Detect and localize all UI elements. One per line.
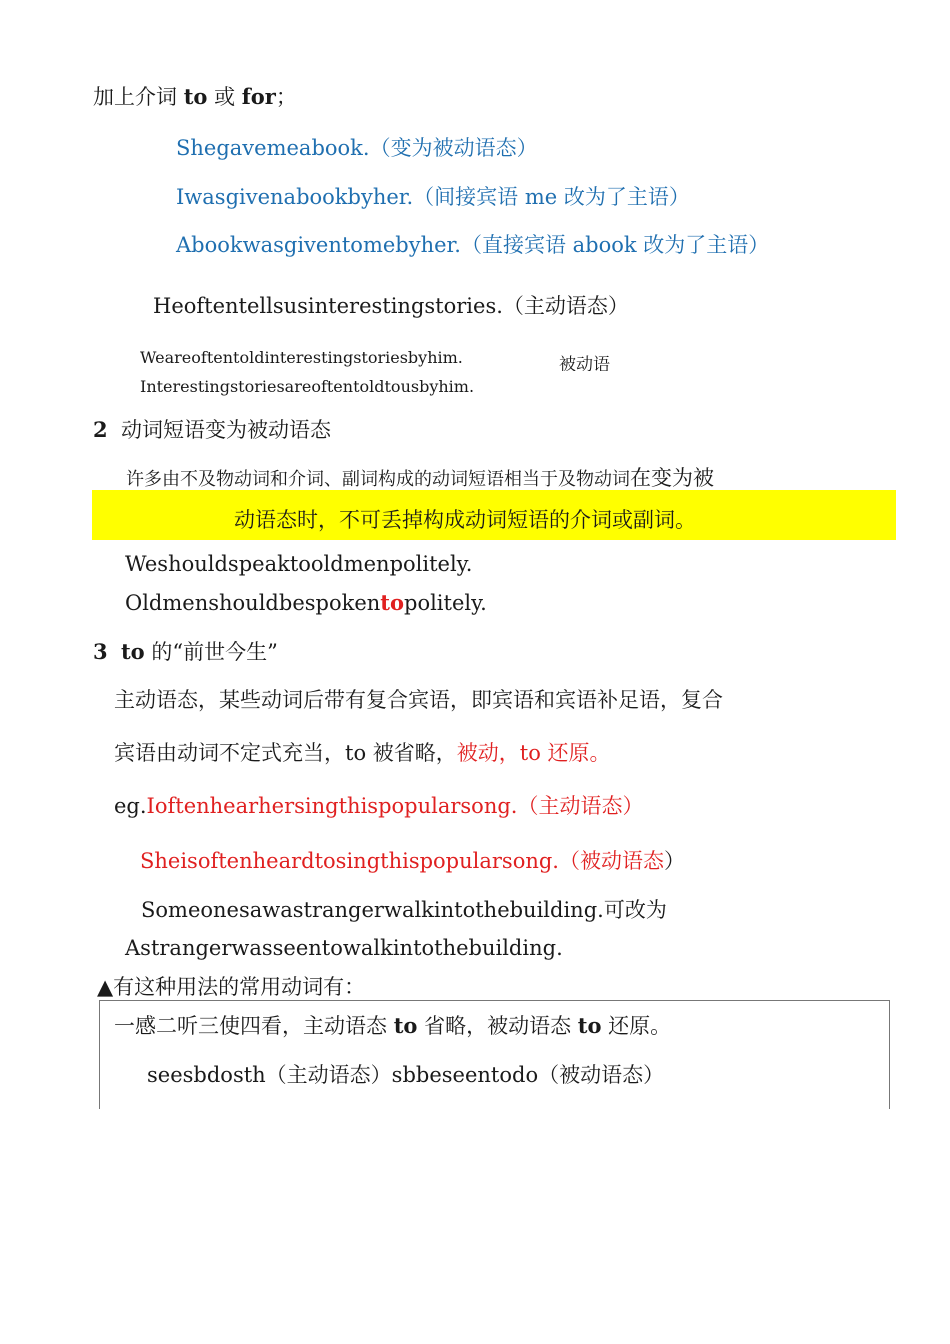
example-1-passive-direct: Abookwasgiventomebyher.（直接宾语 abook 改为了主语）	[176, 233, 770, 257]
eg-passive-end: ）	[663, 849, 685, 873]
box-1c: 还原。	[601, 1014, 672, 1038]
intro-line	[93, 84, 297, 110]
section-2-desc-big: 在变为被	[630, 466, 714, 490]
section-3-heading	[93, 639, 278, 665]
section-3-para-2b: 被动，to 还原。	[456, 741, 611, 765]
eg-passive: Sheisoftenheardtosingthispopularsong.（被动语态	[140, 849, 664, 873]
passive-to: to	[380, 590, 404, 615]
box-1a: 一感二听三使四看，主动语态	[114, 1014, 394, 1038]
section-2-heading	[93, 417, 331, 443]
intro-text: 加上介词	[93, 85, 184, 109]
passive-part-1: Oldmenshouldbespoken	[125, 591, 381, 615]
example-2-passive-2: Interestingstoriesareoftentoldtousbyhim.	[140, 377, 475, 396]
box-to-1: to	[393, 1013, 418, 1038]
example-2-active: Heoftentellsusinterestingstories.（主动语态）	[153, 294, 629, 318]
example-1-passive-indirect: Iwasgivenabookbyher.（间接宾语 me 改为了主语）	[176, 185, 690, 209]
eg-line-3: Someonesawastrangerwalkintothebuilding.可改为	[141, 898, 667, 922]
section-2-highlight: 动语态时，不可丢掉构成动词短语的介词或副词。	[234, 508, 696, 532]
side-note: 被动语	[559, 355, 610, 371]
eg-label: eg.	[114, 794, 147, 818]
section-3-para-1: 主动语态，某些动词后带有复合宾语，即宾语和宾语补足语，复合	[114, 688, 723, 712]
box-line-2: seesbdosth（主动语态）sbbeseentodo（被动语态）	[147, 1063, 665, 1087]
section-2-desc	[126, 466, 714, 491]
section-2-desc-small: 许多由不及物动词和介词、副词构成的动词短语相当于及物动词	[126, 469, 630, 490]
eg-active: Ioftenhearhersingthispopularsong.（主动语态）	[146, 794, 644, 818]
section-3-to: to	[120, 639, 145, 664]
eg-line-4: Astrangerwasseentowalkintothebuilding.	[125, 936, 563, 960]
section-2-title: 动词短语变为被动语态	[120, 418, 331, 442]
passive-part-2: politely.	[404, 591, 487, 615]
section-3-title: 的“前世今生”	[144, 640, 278, 664]
eg-line-1	[114, 794, 643, 819]
intro-or: 或	[207, 85, 242, 109]
example-2-passive-1: Weareoftentoldinterestingstoriesbyhim.	[140, 348, 463, 367]
section-2-example-active: Weshouldspeaktooldmenpolitely.	[125, 552, 473, 576]
section-2-number: 2	[93, 417, 108, 442]
box-1b: 省略，被动语态	[417, 1014, 578, 1038]
intro-punct: ；	[275, 85, 297, 109]
section-2-example-passive	[125, 590, 487, 616]
section-3-number: 3	[93, 639, 108, 664]
box-to-2: to	[577, 1013, 602, 1038]
section-3-para-2a: 宾语由动词不定式充当，to 被省略，	[114, 741, 457, 765]
box-line-1	[114, 1013, 671, 1039]
keyword-for: for	[241, 84, 276, 109]
keyword-to: to	[183, 84, 208, 109]
section-3-para-2	[114, 741, 611, 766]
common-verbs-note: ▲有这种用法的常用动词有：	[97, 975, 366, 999]
eg-line-2	[140, 849, 685, 874]
example-1-active: Shegavemeabook.（变为被动语态）	[176, 136, 538, 160]
